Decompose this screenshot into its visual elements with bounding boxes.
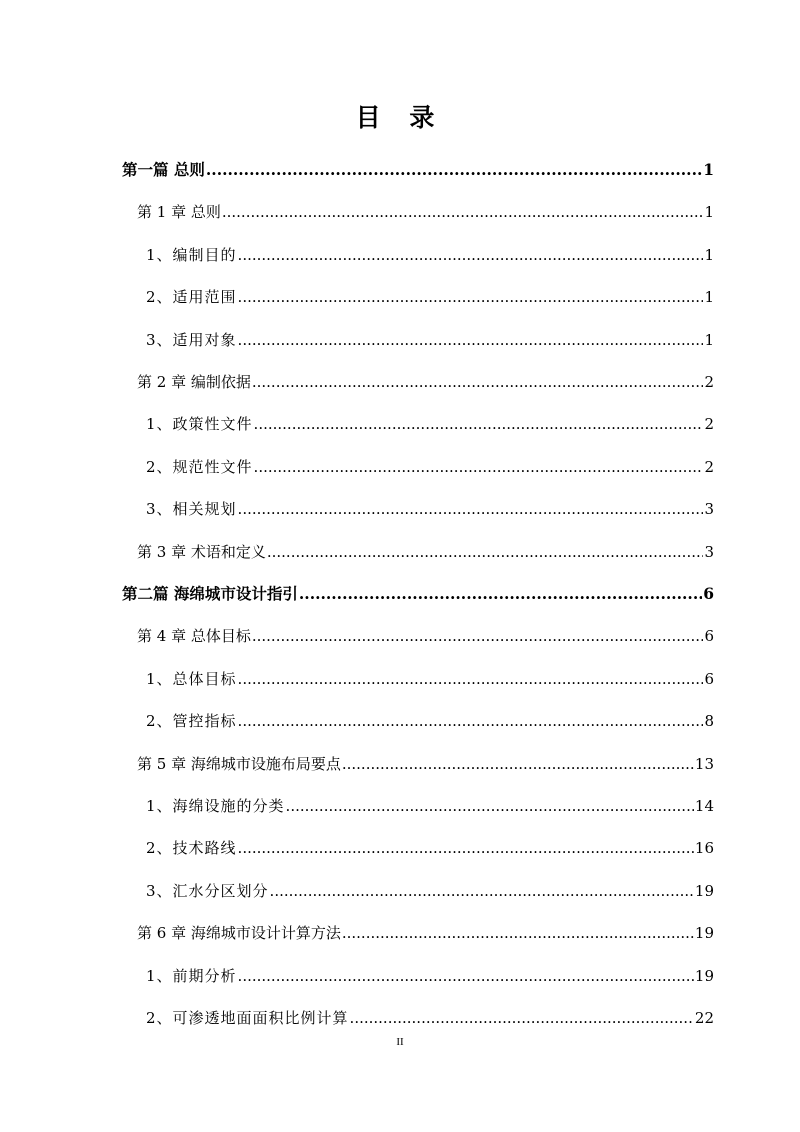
toc-entry-part[interactable]: [122, 150, 714, 190]
toc-dot-leader: [252, 616, 704, 656]
toc-entry-page-number: 8: [704, 712, 714, 731]
toc-dot-leader: [206, 150, 702, 190]
toc-entry-section[interactable]: [146, 871, 714, 911]
toc-entry-page-number: 2: [704, 415, 714, 434]
toc-entry-page-number: 1: [704, 330, 714, 349]
toc-entry-page-number: 2: [704, 373, 714, 391]
toc-dot-leader: [238, 320, 704, 360]
toc-entry-page-number: 6: [704, 627, 714, 646]
page-title: 目 录: [355, 103, 445, 132]
toc-entry-page-number: 2: [704, 457, 714, 476]
toc-dot-leader: [267, 532, 704, 572]
toc-entry-page-number: 1: [704, 245, 714, 264]
toc-entry-label: 第 1 章 总则: [137, 203, 221, 222]
toc-entry-label: 1、总体目标: [146, 669, 237, 688]
toc-entry-section[interactable]: [146, 320, 714, 360]
toc-entry-label: 2、适用范围: [146, 288, 237, 307]
toc-entry-page-number: 1: [703, 160, 714, 179]
toc-dot-leader: [254, 447, 704, 487]
toc-dot-leader: [238, 828, 694, 868]
toc-entry-page-number: 3: [704, 500, 714, 519]
toc-entry-chapter[interactable]: [137, 192, 714, 232]
toc-dot-leader: [299, 574, 702, 614]
toc-entry-label: 3、相关规划: [146, 500, 237, 519]
toc-entry-section[interactable]: [146, 659, 714, 699]
toc-entry-section[interactable]: [146, 489, 714, 529]
toc-entry-section[interactable]: [146, 235, 714, 275]
toc-entry-label: 第一篇 总则: [122, 160, 205, 179]
toc-entry-chapter[interactable]: [137, 532, 714, 572]
toc-dot-leader: [238, 489, 704, 529]
toc-entry-page-number: 6: [703, 584, 714, 603]
toc-entry-label: 2、可渗透地面面积比例计算: [146, 1009, 349, 1027]
toc-entry-label: 3、适用对象: [146, 330, 237, 349]
toc-entry-section[interactable]: [146, 404, 714, 444]
toc-entry-page-number: 14: [694, 797, 714, 815]
toc-entry-page-number: 1: [704, 203, 714, 222]
toc-entry-section[interactable]: [146, 786, 714, 826]
toc-dot-leader: [238, 701, 704, 741]
toc-entry-page-number: 3: [704, 542, 714, 561]
toc-entry-label: 1、前期分析: [146, 966, 237, 985]
page-number: II: [396, 1036, 404, 1048]
toc-dot-leader: [252, 362, 704, 402]
toc-dot-leader: [286, 786, 694, 826]
toc-entry-label: 第 5 章 海绵城市设施布局要点: [137, 754, 341, 773]
toc-entry-chapter[interactable]: [137, 362, 714, 402]
toc-entry-label: 3、汇水分区划分: [146, 881, 269, 900]
toc-entry-page-number: 19: [694, 881, 714, 900]
toc-entry-part[interactable]: [122, 574, 714, 614]
toc-dot-leader: [238, 659, 704, 699]
toc-dot-leader: [238, 277, 704, 317]
toc-dot-leader: [350, 998, 694, 1038]
toc-entry-page-number: 19: [694, 966, 714, 985]
toc-dot-leader: [222, 192, 704, 232]
toc-entry-label: 2、管控指标: [146, 712, 237, 731]
toc-entry-label: 第 6 章 海绵城市设计计算方法: [137, 924, 341, 943]
toc-entry-label: 2、技术路线: [146, 839, 237, 858]
toc-entry-page-number: 13: [694, 754, 714, 773]
toc-dot-leader: [254, 404, 704, 444]
toc-entry-label: 1、海绵设施的分类: [146, 797, 285, 815]
toc-entry-label: 第二篇 海绵城市设计指引: [122, 584, 298, 603]
toc-entry-section[interactable]: [146, 447, 714, 487]
toc-entry-section[interactable]: [146, 828, 714, 868]
toc-entry-label: 2、规范性文件: [146, 457, 253, 476]
toc-entry-page-number: 22: [694, 1009, 714, 1027]
toc-entry-chapter[interactable]: [137, 744, 714, 784]
toc-entry-section[interactable]: [146, 998, 714, 1038]
toc-entry-page-number: 1: [704, 288, 714, 307]
toc-entry-page-number: 16: [694, 839, 714, 858]
toc-dot-leader: [238, 235, 704, 275]
toc-entry-section[interactable]: [146, 956, 714, 996]
toc-dot-leader: [342, 744, 694, 784]
toc-entry-page-number: 19: [694, 924, 714, 943]
toc-dot-leader: [342, 913, 694, 953]
toc-dot-leader: [270, 871, 694, 911]
toc-entry-section[interactable]: [146, 277, 714, 317]
toc-dot-leader: [238, 956, 694, 996]
toc-entry-label: 第 4 章 总体目标: [137, 627, 251, 646]
toc-entry-label: 1、编制目的: [146, 245, 237, 264]
toc-entry-label: 第 2 章 编制依据: [137, 373, 251, 391]
toc-entry-chapter[interactable]: [137, 616, 714, 656]
toc-entry-label: 1、政策性文件: [146, 415, 253, 434]
toc-entry-section[interactable]: [146, 701, 714, 741]
toc-entry-label: 第 3 章 术语和定义: [137, 542, 266, 561]
toc-entry-chapter[interactable]: [137, 913, 714, 953]
toc-entry-page-number: 6: [704, 669, 714, 688]
